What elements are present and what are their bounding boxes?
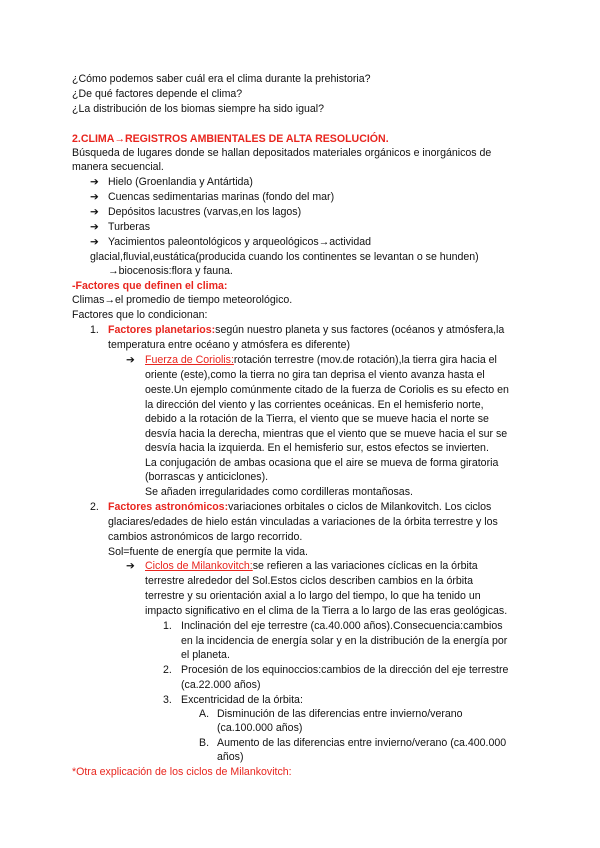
factores-heading: -Factores que definen el clima: <box>72 280 228 292</box>
list-number-2: 2. <box>90 501 99 513</box>
arrow-bullet-icon: ➔ <box>90 191 99 203</box>
disminucion-line2: (ca.100.000 años) <box>217 722 303 734</box>
milankovitch-line1 <box>145 559 478 574</box>
milankovitch-text: se refieren a las variaciones cíclicas en la órbita <box>252 560 478 572</box>
record-item-yacimientos: Yacimientos paleontológicos y arqueológicos→actividad <box>108 236 372 248</box>
coriolis-line: la dirección del viento y las corrientes oceánicas. En el hemisferio norte, <box>145 399 484 411</box>
record-item-turberas: Turberas <box>108 221 150 233</box>
milankovitch-line: terrestre alrededor del Sol.Estos ciclos describen cambios en la órbita <box>145 575 473 587</box>
inclinacion-line1: Inclinación del eje terrestre (ca.40.000 años).Consecuencia:cambios <box>181 620 503 632</box>
coriolis-line: oeste.Un ejemplo comúnmente citado de la fuerza de Coriolis es su efecto en <box>145 384 509 396</box>
coriolis-line1 <box>145 353 497 368</box>
factores-condicionan: Factores que lo condicionan: <box>72 309 208 321</box>
milankovitch-title: Ciclos de Milankovitch: <box>145 560 253 572</box>
coriolis-title: Fuerza de Coriolis: <box>145 354 234 366</box>
arrow-bullet-icon: ➔ <box>90 176 99 188</box>
question-2: ¿De qué factores depende el clima? <box>72 88 243 100</box>
coriolis-line: oriente (este),como la tierra no gira tan deprisa el viento avanza hasta el <box>145 369 485 381</box>
aumento-line1: Aumento de las diferencias entre invierno/verano (ca.400.000 <box>217 737 507 749</box>
sub-number-3: 3. <box>163 694 172 706</box>
record-item-depositos: Depósitos lacustres (varvas,en los lagos) <box>108 206 302 218</box>
factores-astronomicos-title: Factores astronómicos: <box>108 501 229 513</box>
procesion-line2: (ca.22.000 años) <box>181 679 261 691</box>
excentricidad-line: Excentricidad de la órbita: <box>181 694 303 706</box>
coriolis-line: desvía hacia la derecha, mientras que el viento que se mueve hacia el sur se <box>145 428 508 440</box>
factores-astronomicos-line2: glaciares/edades de hielo están vinculadas a variaciones de la órbita terrestre y los <box>108 516 498 528</box>
sub-number-2: 2. <box>163 664 172 676</box>
sub-number-1: 1. <box>163 620 172 632</box>
coriolis-line: Se añaden irregularidades como cordilleras montañosas. <box>145 486 413 498</box>
arrow-bullet-icon: ➔ <box>90 221 99 233</box>
disminucion-line1: Disminución de las diferencias entre invierno/verano <box>217 708 463 720</box>
milankovitch-line: impacto significativo en el clima de la Tierra a lo largo de las eras geológicas. <box>145 605 508 617</box>
coriolis-line: debido a la rotación de la Tierra, el viento que se mueve hacia el norte se <box>145 413 489 425</box>
coriolis-line: desvía hacia la izquierda. En el hemisferio sur, estos efectos se invierten. <box>145 442 489 454</box>
factores-astronomicos-line3: cambios astronómicos de largo recorrido. <box>108 531 303 543</box>
factores-astronomicos <box>108 500 491 515</box>
factores-planetarios-title: Factores planetarios: <box>108 324 216 336</box>
coriolis-line: (borrascas y anticiclones). <box>145 471 269 483</box>
arrow-bullet-icon: ➔ <box>90 236 99 248</box>
coriolis-text: rotación terrestre (mov.de rotación),la tierra gira hacia el <box>233 354 497 366</box>
inclinacion-line2: en la incidencia de energía solar y en la distribución de la energía por <box>181 635 508 647</box>
climas-definition: Climas→el promedio de tiempo meteorológico. <box>72 294 293 306</box>
arrow-bullet-icon: ➔ <box>126 354 135 366</box>
record-item-hielo: Hielo (Groenlandia y Antártida) <box>108 176 253 188</box>
question-1: ¿Cómo podemos saber cuál era el clima durante la prehistoria? <box>72 73 371 85</box>
section-2-intro-line2: manera secuencial. <box>72 161 164 173</box>
sub-letter-a: A. <box>199 708 210 720</box>
section-2-heading: 2.CLIMA→REGISTROS AMBIENTALES DE ALTA RESOLUCIÓN. <box>72 133 389 145</box>
factores-planetarios-line2: temperatura entre océano y atmósfera es diferente) <box>108 339 351 351</box>
footer-note: *Otra explicación de los ciclos de Milankovitch: <box>72 766 292 778</box>
list-number-1: 1. <box>90 324 99 336</box>
coriolis-line: La conjugación de ambas ocasiona que el aire se mueva de forma giratoria <box>145 457 499 469</box>
sub-letter-b: B. <box>199 737 210 749</box>
inclinacion-line3: el planeta. <box>181 649 230 661</box>
factores-astronomicos-text: variaciones orbitales o ciclos de Milankovitch. Los ciclos <box>228 501 492 513</box>
aumento-line2: años) <box>217 751 244 763</box>
factores-planetarios <box>108 323 504 338</box>
record-item-yacimientos-line2: glacial,fluvial,eustática(producida cuando los continentes se levantan o se hunden) <box>90 251 479 263</box>
record-item-yacimientos-line3: →biocenosis:flora y fauna. <box>108 265 233 277</box>
arrow-bullet-icon: ➔ <box>90 206 99 218</box>
milankovitch-line: terrestre y su orientación axial a lo largo del tiempo, lo que ha tenido un <box>145 590 481 602</box>
arrow-bullet-icon: ➔ <box>126 560 135 572</box>
factores-planetarios-text: según nuestro planeta y sus factores (océanos y atmósfera,la <box>215 324 505 336</box>
sol-definition: Sol=fuente de energía que permite la vida. <box>108 546 308 558</box>
question-3: ¿La distribución de los biomas siempre ha sido igual? <box>72 103 325 115</box>
section-2-intro-line1: Búsqueda de lugares donde se hallan depositados materiales orgánicos e inorgánicos de <box>72 147 492 159</box>
procesion-line1: Procesión de los equinoccios:cambios de la dirección del eje terrestre <box>181 664 509 676</box>
record-item-cuencas: Cuencas sedimentarias marinas (fondo del mar) <box>108 191 335 203</box>
